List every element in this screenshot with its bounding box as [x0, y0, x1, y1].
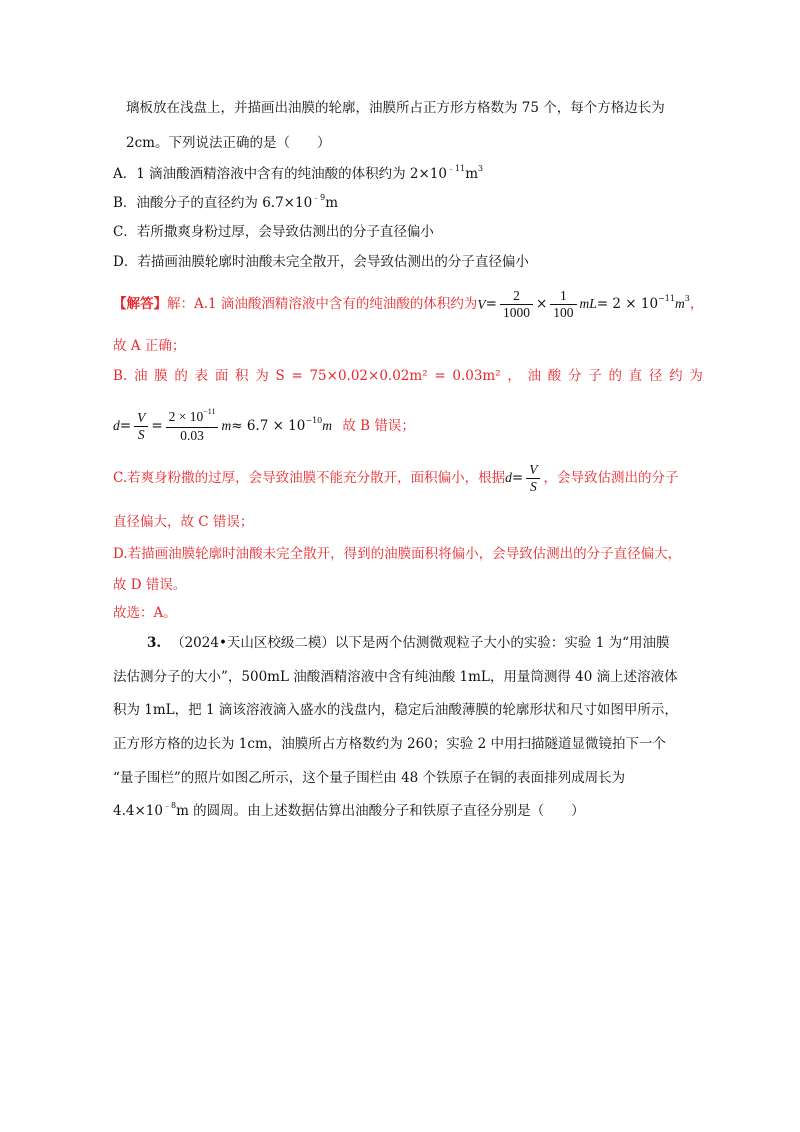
- option-b-exponent: ﹣9: [312, 193, 326, 202]
- b-word: =: [434, 368, 446, 384]
- b-word: 积: [235, 368, 249, 384]
- solution-c-line2: 直径偏大，故 C 错误；: [113, 514, 254, 530]
- meter-unit: m: [322, 418, 333, 433]
- b-word: 75×0.02×0.02m²: [309, 368, 428, 384]
- fraction-v-over-s: [134, 410, 148, 443]
- b-word: 的: [608, 368, 622, 384]
- fraction-numerator: 2: [500, 288, 533, 305]
- fraction-denominator: 100: [553, 305, 574, 320]
- b-word: 表: [194, 368, 209, 384]
- b-word: ，: [507, 368, 521, 384]
- solution-b-formula: [113, 406, 415, 448]
- volume-exponent: −11: [658, 294, 675, 303]
- b-word: 子: [588, 368, 602, 384]
- b-word: 约: [669, 368, 683, 384]
- q3-number: 3.: [147, 635, 162, 651]
- numerator-mantissa: 2 × 10: [168, 409, 204, 424]
- option-a: [113, 164, 483, 186]
- fraction-1-over-100: [550, 288, 576, 321]
- q3-line2: 法估测分子的大小”，500mL 油酸酒精溶液中含有纯油酸 1mL，用量筒测得 40 滴上述溶液体: [113, 669, 678, 685]
- b-word: 油: [133, 368, 148, 384]
- b-word: B.: [113, 368, 128, 384]
- b-word: =: [291, 368, 303, 384]
- meter-unit: m: [221, 418, 232, 433]
- solution-d-line2: 故 D 错误。: [113, 577, 187, 593]
- b-word: 膜: [154, 368, 168, 384]
- b-word: 的: [174, 368, 188, 384]
- option-a-text: A．1 滴油酸酒精溶液中含有的纯油酸的体积约为 2×10: [113, 166, 447, 182]
- diameter-result: ≈ 6.7 × 10: [231, 418, 306, 434]
- q3-line6-exponent: ﹣8: [162, 801, 177, 810]
- b-word: 为: [255, 368, 269, 384]
- diameter-exponent: −10: [305, 416, 323, 425]
- q3-line1: [147, 633, 670, 653]
- fraction-denominator: 1000: [502, 305, 530, 320]
- equals-sign: =: [151, 418, 163, 434]
- option-d: D．若描画油膜轮廓时油酸未完全散开，会导致估测出的分子直径偏小: [113, 254, 529, 270]
- solution-a-line: [113, 284, 703, 326]
- b-word: 0.03m²: [452, 368, 501, 384]
- numerator-exponent: −11: [203, 407, 216, 416]
- volume-unit: m: [674, 296, 685, 311]
- fraction-numerator: V: [526, 462, 540, 479]
- b-word: S: [275, 368, 285, 384]
- q2-stem-line2: 2cm。下列说法正确的是（ ）: [126, 135, 331, 151]
- fraction-denominator: S: [137, 427, 145, 442]
- fraction-denominator: 0.03: [180, 428, 204, 443]
- b-word: 油: [527, 368, 542, 384]
- times-sign: ×: [535, 296, 548, 312]
- fraction-v-over-s: [526, 462, 540, 495]
- fraction-numerator: 1: [550, 288, 576, 305]
- volume-result: = 2 × 10: [596, 296, 659, 312]
- option-a-exponent: ﹣11: [447, 164, 466, 173]
- fraction-numerator: V: [134, 410, 148, 427]
- diameter-variable: d: [505, 470, 512, 485]
- q3-line6-text: m 的圆周。由上述数据估算出油酸分子和铁原子直径分别是（ ）: [176, 803, 585, 819]
- equals-sign: =: [485, 296, 497, 312]
- equals-sign: =: [511, 470, 524, 486]
- solution-b-line1: [113, 366, 703, 386]
- option-a-unit-exponent: 3: [478, 164, 484, 173]
- solution-tag: 【解答】: [113, 296, 167, 312]
- volume-unit-exponent: 3: [684, 294, 690, 303]
- solution-c-text2: ，会导致估测出的分子: [543, 470, 679, 486]
- b-word: 为: [689, 368, 703, 384]
- solution-c-line1: [113, 458, 678, 498]
- solution-choice: 故选：A。: [113, 605, 177, 621]
- q3-line5: “量子围栏”的照片如图乙所示，这个量子围栏由 48 个铁原子在铜的表面排列成周长为: [113, 770, 626, 786]
- b-word: 分: [568, 368, 582, 384]
- fraction-2-over-1000: [500, 288, 533, 321]
- comma: ，: [689, 296, 704, 312]
- equals-sign: =: [119, 418, 132, 434]
- solution-a-prefix: 解：A.1 滴油酸酒精溶液中含有的纯油酸的体积约为: [167, 296, 478, 312]
- solution-d-line1: D.若描画油膜轮廓时油酸未完全散开，得到的油膜面积将偏小，会导致估测出的分子直径偏大，: [113, 546, 682, 562]
- q3-line4: 正方形方格的边长为 1cm，油膜所占方格数约为 260；实验 2 中用扫描隧道显微镜拍下一个: [113, 736, 666, 752]
- ml-unit: mL: [579, 296, 597, 311]
- fraction-denominator: S: [529, 479, 537, 494]
- q3-line6-number: 4.4×10: [113, 803, 163, 819]
- b-word: 直: [628, 368, 643, 384]
- solution-b-conclusion: 故 B 错误；: [342, 418, 415, 434]
- b-word: 径: [648, 368, 663, 384]
- b-word: 面: [214, 368, 229, 384]
- option-b-unit: m: [325, 195, 339, 211]
- solution-c-text1: C.若爽身粉撒的过厚，会导致油膜不能充分散开，面积偏小，根据: [113, 470, 506, 486]
- q3-line1-text: （2024•天山区校级二模）以下是两个估测微观粒子大小的实验：实验 1 为“用油膜: [171, 635, 670, 651]
- diameter-variable: d: [113, 418, 120, 433]
- fraction-numerator: [166, 409, 219, 428]
- option-b: [113, 193, 338, 215]
- q2-stem-line1: 璃板放在浅盘上，并描画出油膜的轮廓，油膜所占正方形方格数为 75 个，每个方格边长为: [126, 100, 665, 116]
- fraction-volume-over-area: [166, 409, 219, 444]
- b-word: 酸: [547, 368, 562, 384]
- option-c: C．若所撒爽身粉过厚，会导致估测出的分子直径偏小: [113, 224, 434, 240]
- q3-line6: [113, 801, 585, 823]
- option-b-text: B．油酸分子的直径约为 6.7×10: [113, 195, 313, 211]
- volume-variable: V: [477, 296, 486, 312]
- q3-line3: 积为 1mL，把 1 滴该溶液滴入盛水的浅盘内，稳定后油酸薄膜的轮廓形状和尺寸如图甲所示，: [113, 702, 678, 718]
- solution-a-conclusion: 故 A 正确；: [113, 338, 186, 354]
- option-a-unit: m: [465, 166, 478, 182]
